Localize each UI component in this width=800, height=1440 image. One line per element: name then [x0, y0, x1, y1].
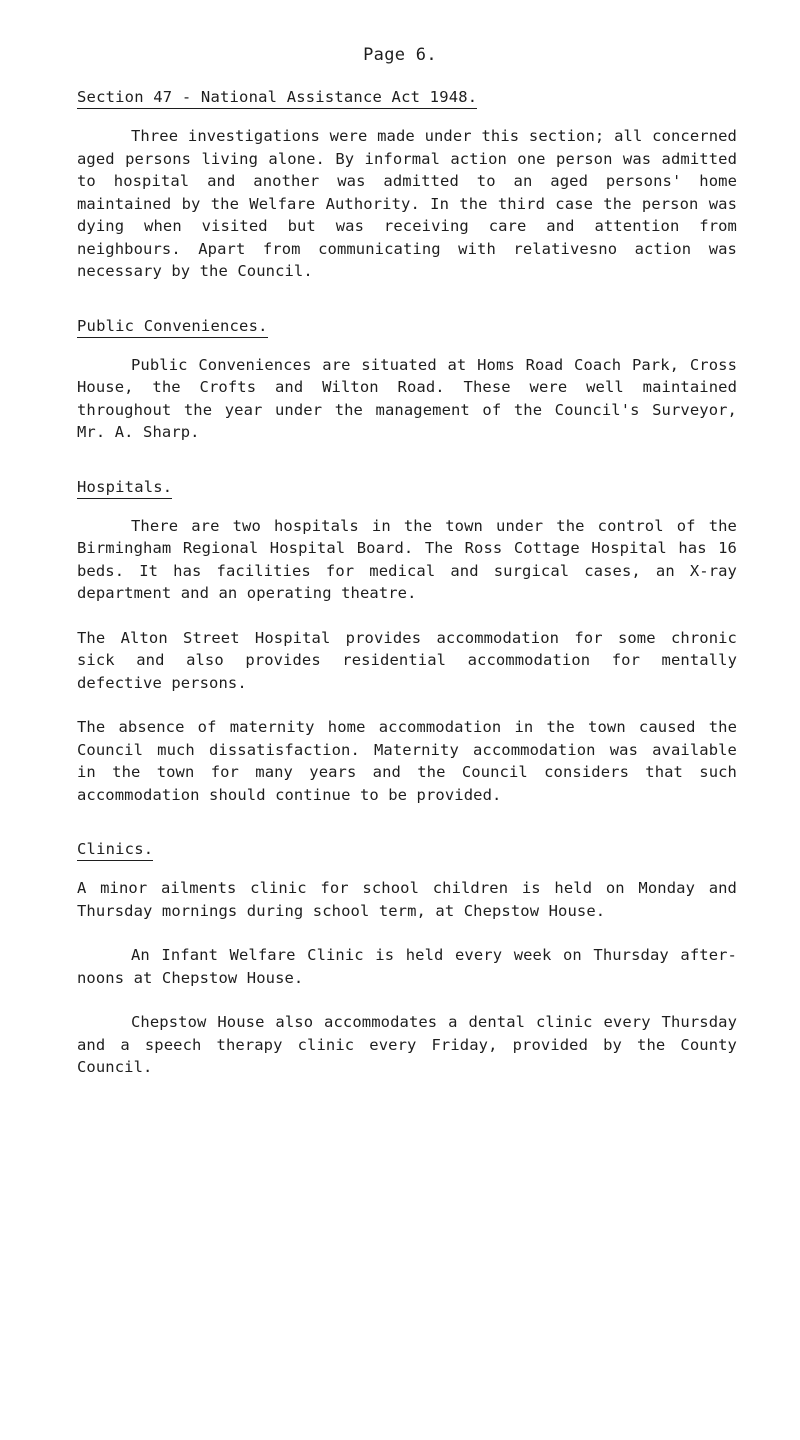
paragraph: The Alton Street Hospital provides accommodation for some chronic sick and also provides residential accommodation for mentally defective persons.: [77, 628, 737, 692]
paragraph: Three investigations were made under this section; all concerned aged persons living alone. By informal action one person was admitted to hospital and another was admitted to an aged persons' home maintained by the Welfare Authority. In the third case the person was dying when visited but was receiving care and attention from neighbours. Apart from communicating with relativesno action was necessary by the Council.: [77, 127, 737, 280]
page-number: Page 6.: [363, 45, 437, 65]
section-hospitals: [77, 477, 737, 807]
paragraph: An Infant Welfare Clinic is held every week on Thursday after- noons at Chepstow House.: [77, 946, 737, 987]
paragraph: Public Conveniences are situated at Homs Road Coach Park, Cross House, the Crofts and Wilton Road. These were well maintained throughout the year under the management of the Council's Surveyor, Mr. A. Sharp.: [77, 355, 737, 441]
section-heading-hospitals: Hospitals.: [77, 477, 172, 499]
section-clinics: [77, 839, 737, 1079]
section-national-assistance: [77, 87, 737, 283]
paragraph: There are two hospitals in the town under the control of the Birmingham Regional Hospital Board. The Ross Cottage Hospital has 16 beds. It has facilities for medical and surgical cases, an X-ray department and an operating theatre.: [77, 516, 737, 602]
section-heading-national-assistance: Section 47 - National Assistance Act 1948.: [77, 87, 477, 109]
section-heading-clinics: Clinics.: [77, 839, 153, 861]
section-heading-public-conveniences: Public Conveniences.: [77, 316, 268, 338]
paragraph: A minor ailments clinic for school children is held on Monday and Thursday mornings during school term, at Chepstow House.: [77, 879, 737, 920]
paragraph: Chepstow House also accommodates a dental clinic every Thursday and a speech therapy clinic every Friday, provided by the County Council.: [77, 1013, 737, 1076]
paragraph: The absence of maternity home accommodation in the town caused the Council much dissatisfaction. Maternity accommodation was available in the town for many years and the Council considers that such accommodation should continue to be provided.: [77, 718, 737, 804]
document-body: [77, 87, 737, 1079]
section-public-conveniences: [77, 316, 737, 444]
